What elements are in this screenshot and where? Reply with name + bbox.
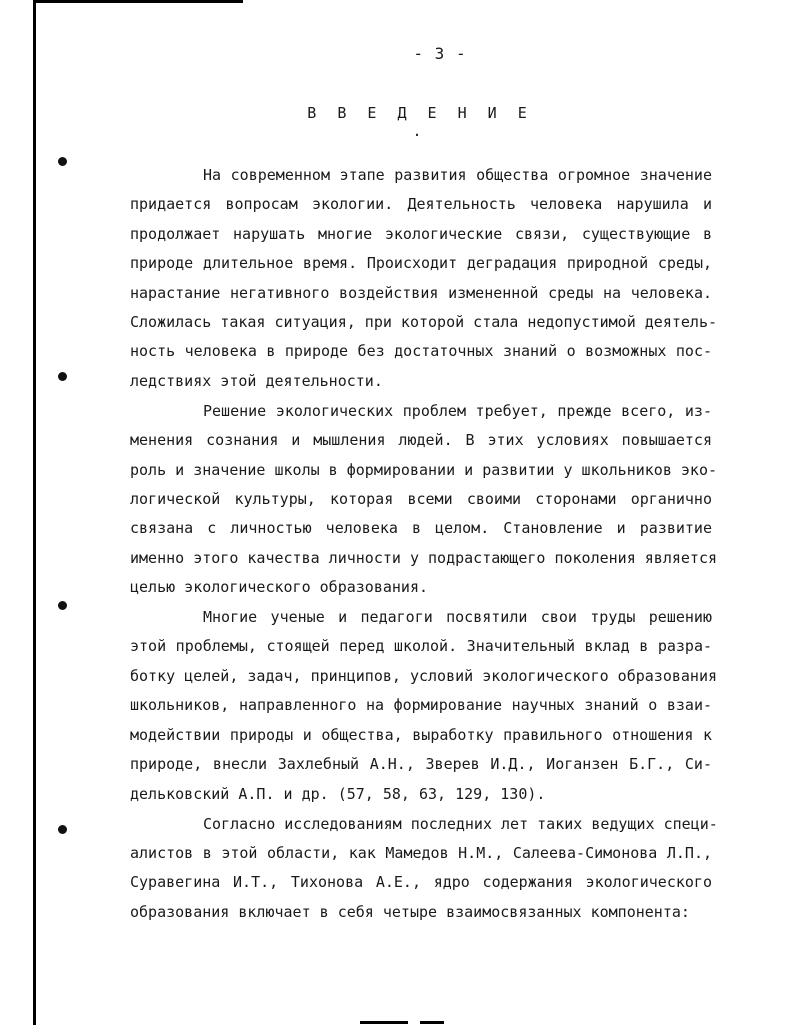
page-number: - 3 - [413,44,467,63]
margin-hole-mark [58,157,67,166]
bottom-dash [360,1021,408,1024]
text-line: продолжает нарушать многие экологические связи, существующие в [130,225,712,243]
text-line: ледствиях этой деятельности. [130,372,383,390]
text-line: природе длительное время. Происходит деградация природной среды, [130,254,712,272]
text-line: ботку целей, задач, принципов, условий экологического образования [130,667,717,685]
text-line: менения сознания и мышления людей. В этих условиях повышается [130,431,712,449]
page-border-top [33,0,243,3]
text-line: Согласно исследованиям последних лет таких ведущих специ- [203,815,718,833]
text-line: Многие ученые и педагоги посвятили свои труды решению [203,608,712,626]
text-line: целью экологического образования. [130,578,429,596]
text-line: образования включает в себя четыре взаимосвязанных компонента: [130,903,690,921]
text-line: Решение экологических проблем требует, прежде всего, из- [203,402,712,420]
text-line: На современном этапе развития общества огромное значение [203,166,712,184]
text-line: связана с личностью человека в целом. Становление и развитие [130,519,712,537]
text-line: нарастание негативного воздействия измененной среды на человека. [130,284,712,302]
text-line: роль и значение школы в формировании и развитии у школьников эко- [130,461,717,479]
text-line: алистов в этой области, как Мамедов Н.М., Салеева-Симонова Л.П., [130,844,712,862]
margin-hole-mark [58,825,67,834]
bottom-dash [420,1021,444,1024]
margin-hole-mark [58,372,67,381]
page-border-left [33,0,36,1025]
text-line: логической культуры, которая всеми своими сторонами органично [130,490,712,508]
text-line: именно этого качества личности у подрастающего поколения является [130,549,717,567]
text-line: дельковский А.П. и др. (57, 58, 63, 129, 130). [130,785,546,803]
text-line: модействии природы и общества, выработку правильного отношения к [130,726,712,744]
text-line: природе, внесли Захлебный А.Н., Зверев И.Д., Иоганзен Б.Г., Си- [130,755,712,773]
text-line: ность человека в природе без достаточных знаний о возможных пос- [130,342,712,360]
text-line: Сложилась такая ситуация, при которой стала недопустимой деятель- [130,313,717,331]
text-line: Суравегина И.Т., Тихонова А.Е., ядро содержания экологического [130,873,712,891]
text-line: этой проблемы, стоящей перед школой. Значительный вклад в разра- [130,637,712,655]
margin-hole-mark [58,601,67,610]
text-line: школьников, направленного на формирование научных знаний о взаи- [130,696,712,714]
section-heading: В В Е Д Е Н И Е . [307,104,533,140]
text-line: придается вопросам экологии. Деятельность человека нарушила и [130,195,712,213]
